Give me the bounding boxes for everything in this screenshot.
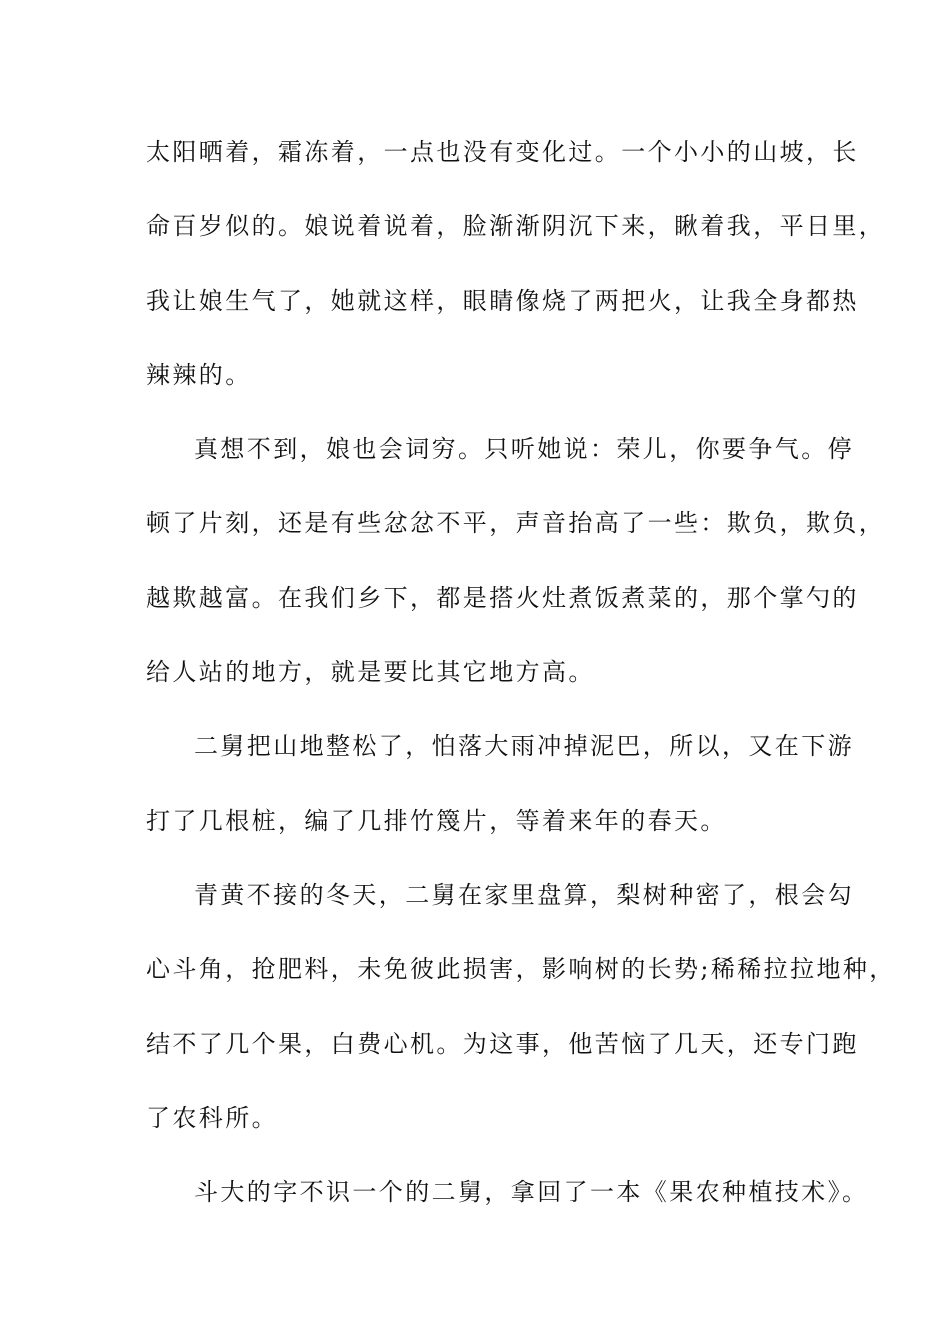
text-line: 心斗角，抢肥料，未免彼此损害，影响树的长势;稀稀拉拉地种， — [146, 955, 896, 984]
text-line: 给人站的地方，就是要比其它地方高。 — [146, 658, 595, 687]
paragraph-first-line: 斗大的字不识一个的二舅，拿回了一本《果农种植技术》。 — [194, 1178, 869, 1207]
text-line: 了农科所。 — [146, 1103, 278, 1132]
text-line: 我让娘生气了，她就这样，眼睛像烧了两把火，让我全身都热 — [146, 286, 859, 315]
text-line: 命百岁似的。娘说着说着，脸渐渐阴沉下来，瞅着我，平日里， — [146, 212, 886, 241]
text-line: 打了几根桩，编了几排竹篾片，等着来年的春天。 — [146, 806, 727, 835]
paragraph-first-line: 青黄不接的冬天，二舅在家里盘算，梨树种密了，根会勾 — [194, 880, 854, 909]
paragraph-first-line: 真想不到，娘也会词穷。只听她说：荣儿，你要争气。停 — [194, 435, 854, 464]
paragraph-first-line: 二舅把山地整松了，怕落大雨冲掉泥巴，所以，又在下游 — [194, 732, 854, 761]
text-line: 顿了片刻，还是有些忿忿不平，声音抬高了一些：欺负，欺负， — [146, 509, 886, 538]
text-line: 越欺越富。在我们乡下，都是搭火灶煮饭煮菜的，那个掌勺的 — [146, 583, 859, 612]
text-line: 结不了几个果，白费心机。为这事，他苦恼了几天，还专门跑 — [146, 1029, 859, 1058]
text-line: 辣辣的。 — [146, 360, 252, 389]
text-line: 太阳晒着，霜冻着，一点也没有变化过。一个小小的山坡，长 — [146, 138, 859, 166]
body-text — [146, 128, 896, 1242]
